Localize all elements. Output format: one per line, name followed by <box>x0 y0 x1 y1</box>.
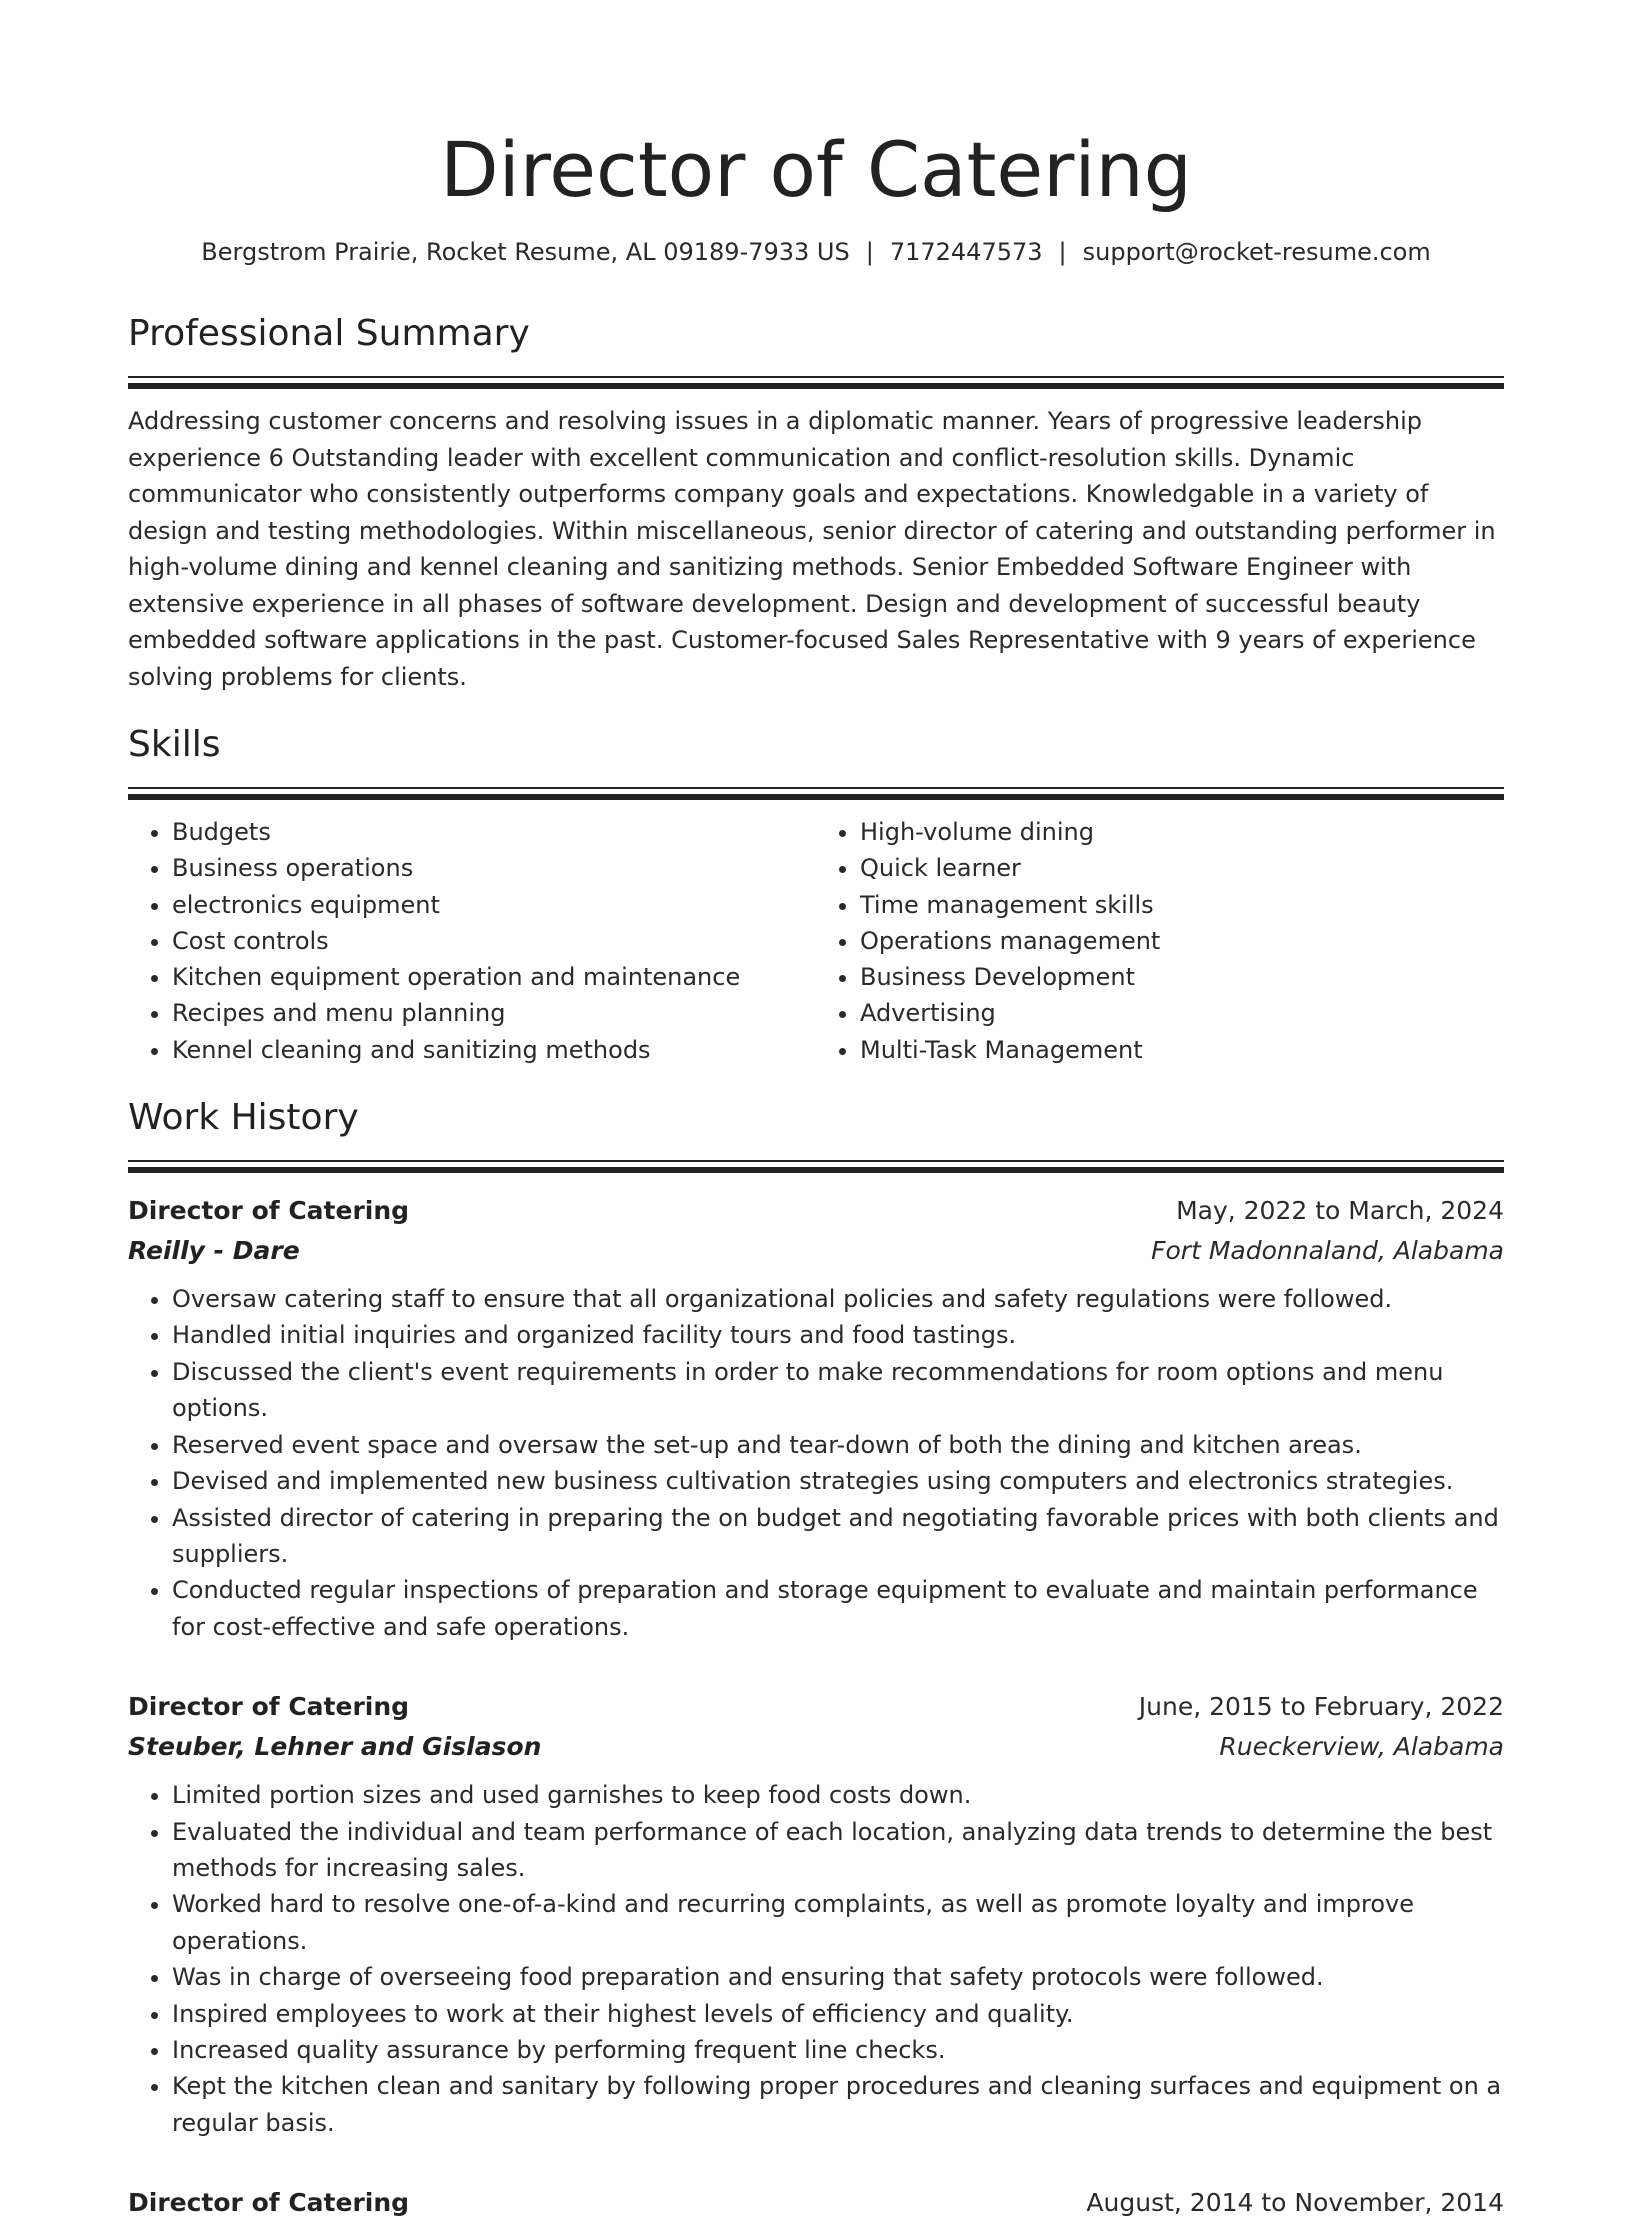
job-bullet: • Assisted director of catering in preparing the on budget and negotiating favorable prices with both clients and suppliers. <box>172 1500 1504 1573</box>
resume-name: Director of Catering <box>440 125 1192 214</box>
contact-phone: 7172447573 <box>889 238 1043 266</box>
resume-page <box>128 0 1504 2223</box>
job-company: Steuber, Lehner and Gislason <box>128 1732 542 1762</box>
skills-list-right <box>816 814 1504 1068</box>
job-header-row <box>128 2183 1504 2223</box>
skills-section <box>128 723 1504 1068</box>
job-bullets <box>128 1777 1504 2141</box>
job-bullet: • Was in charge of overseeing food preparation and ensuring that safety protocols were followed. <box>172 1959 1504 1995</box>
job-bullet: • Evaluated the individual and team performance of each location, analyzing data trends to determine the best methods for increasing sales. <box>172 1814 1504 1887</box>
skills-columns <box>128 814 1504 1068</box>
skill-item: • Time management skills <box>860 887 1504 923</box>
job-header-row <box>128 1687 1504 1727</box>
section-divider <box>128 787 1504 789</box>
work-history-section <box>128 1096 1504 2223</box>
job-entry <box>128 1687 1504 2141</box>
job-company-row <box>128 1727 1504 1767</box>
job-bullet: • Worked hard to resolve one-of-a-kind and recurring complaints, as well as promote loyalty and improve operations. <box>172 1886 1504 1959</box>
skill-item: • electronics equipment <box>172 887 816 923</box>
skill-item: • Quick learner <box>860 850 1504 886</box>
skill-item: • Kitchen equipment operation and maintenance <box>172 959 816 995</box>
job-title: Director of Catering <box>128 1196 410 1226</box>
job-entry <box>128 1191 1504 1645</box>
job-location: Fort Madonnaland, Alabama <box>1151 1236 1504 1266</box>
contact-address: Bergstrom Prairie, Rocket Resume, AL 09189-7933 US <box>201 238 850 266</box>
skill-item: • Budgets <box>172 814 816 850</box>
skill-item: • Advertising <box>860 995 1504 1031</box>
job-entry <box>128 2183 1504 2223</box>
job-bullet: • Conducted regular inspections of preparation and storage equipment to evaluate and maintain performance for cost-effective and safe operations. <box>172 1572 1504 1645</box>
job-dates: June, 2015 to February, 2022 <box>1138 1692 1504 1722</box>
contact-separator: | <box>865 238 874 266</box>
job-bullet: • Devised and implemented new business cultivation strategies using computers and electronics strategies. <box>172 1463 1504 1499</box>
section-divider <box>128 1160 1504 1162</box>
skill-item: • Business operations <box>172 850 816 886</box>
skill-item: • Business Development <box>860 959 1504 995</box>
skill-item: • Recipes and menu planning <box>172 995 816 1031</box>
skills-heading: Skills <box>128 724 221 765</box>
skill-item: • Operations management <box>860 923 1504 959</box>
job-bullet: • Inspired employees to work at their highest levels of efficiency and quality. <box>172 1996 1504 2032</box>
job-company-row <box>128 1231 1504 1271</box>
job-bullet: • Oversaw catering staff to ensure that all organizational policies and safety regulations were followed. <box>172 1281 1504 1317</box>
job-bullet: • Increased quality assurance by performing frequent line checks. <box>172 2032 1504 2068</box>
summary-text: Addressing customer concerns and resolving issues in a diplomatic manner. Years of progressive leadership experience 6 Outstanding leader with excellent communication and conflict-resolution skills. Dynamic communicator who consistently outperforms company goals and expectations. Knowledgable in a variety of design and testing methodologies. Within miscellaneous, senior director of catering and outstanding performer in high-volume dining and kennel cleaning and sanitizing methods. Senior Embedded Software Engineer with extensive experience in all phases of software development. Design and development of successful beauty embedded software applications in the past. Customer-focused Sales Representative with 9 years of experience solving problems for clients. <box>128 407 1496 691</box>
job-bullets <box>128 1281 1504 1645</box>
summary-section <box>128 312 1504 695</box>
job-company: Reilly - Dare <box>128 1236 300 1266</box>
job-header-row <box>128 1191 1504 1231</box>
job-title: Director of Catering <box>128 2188 410 2218</box>
summary-heading: Professional Summary <box>128 313 530 354</box>
job-bullet: • Reserved event space and oversaw the set-up and tear-down of both the dining and kitchen areas. <box>172 1427 1504 1463</box>
job-dates: May, 2022 to March, 2024 <box>1176 1196 1504 1226</box>
skills-list-left <box>128 814 816 1068</box>
job-title: Director of Catering <box>128 1692 410 1722</box>
job-bullet: • Handled initial inquiries and organized facility tours and food tastings. <box>172 1317 1504 1353</box>
contact-email: support@rocket-resume.com <box>1082 238 1431 266</box>
skill-item: • High-volume dining <box>860 814 1504 850</box>
job-location: Rueckerview, Alabama <box>1219 1732 1504 1762</box>
section-divider-thick <box>128 794 1504 800</box>
section-divider <box>128 376 1504 378</box>
job-bullet: • Kept the kitchen clean and sanitary by following proper procedures and cleaning surfaces and equipment on a regular basis. <box>172 2068 1504 2141</box>
job-dates: August, 2014 to November, 2014 <box>1086 2188 1504 2218</box>
job-bullet: • Limited portion sizes and used garnishes to keep food costs down. <box>172 1777 1504 1813</box>
section-divider-thick <box>128 1167 1504 1173</box>
skill-item: • Kennel cleaning and sanitizing methods <box>172 1032 816 1068</box>
work-history-heading: Work History <box>128 1097 359 1139</box>
skill-item: • Multi-Task Management <box>860 1032 1504 1068</box>
job-bullet: • Discussed the client's event requirements in order to make recommendations for room options and menu options. <box>172 1354 1504 1427</box>
skill-item: • Cost controls <box>172 923 816 959</box>
section-divider-thick <box>128 383 1504 389</box>
contact-separator: | <box>1058 238 1067 266</box>
contact-line <box>128 236 1504 268</box>
